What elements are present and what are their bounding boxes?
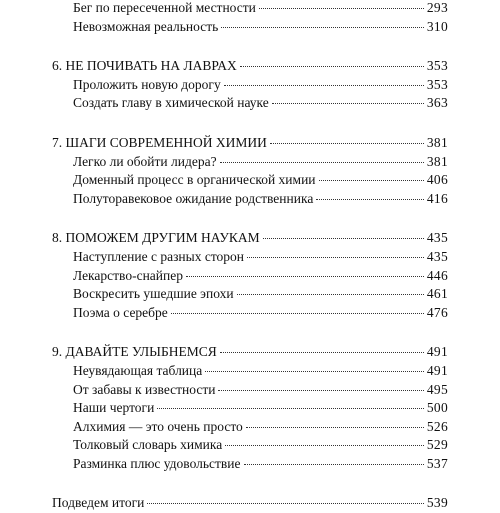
dot-leader — [259, 8, 424, 9]
dot-leader — [224, 85, 424, 86]
toc-chapter-entry — [52, 494, 448, 513]
dot-leader — [263, 238, 424, 239]
dot-leader — [237, 294, 424, 295]
toc-entry-page-number: 353 — [426, 58, 448, 74]
toc-entry-page-number: 529 — [426, 437, 448, 453]
toc-entry-title: Разминка плюс удовольствие — [73, 455, 241, 471]
toc-entry-title: Толковый словарь химика — [73, 437, 223, 453]
toc-chapter-entry — [52, 134, 448, 153]
toc-entry-page-number: 435 — [426, 230, 448, 246]
toc-entry-title: 9. ДАВАЙТЕ УЛЫБНЕМСЯ — [52, 344, 217, 360]
toc-subsection-entry — [52, 267, 448, 286]
dot-leader — [157, 408, 424, 409]
toc-subsection-entry — [52, 381, 448, 400]
toc-entry-title: Проложить новую дорогу — [73, 76, 221, 92]
toc-subsection-entry — [52, 190, 448, 209]
toc-entry-page-number: 537 — [426, 455, 448, 471]
dot-leader — [319, 180, 424, 181]
toc-subsection-entry — [52, 455, 448, 474]
toc-chapter-entry — [52, 343, 448, 362]
toc-subsection-entry — [52, 0, 448, 18]
toc-entry-title: Наши чертоги — [73, 400, 155, 416]
dot-leader — [270, 143, 424, 144]
section-spacer — [52, 322, 448, 343]
toc-entry-page-number: 310 — [426, 18, 448, 34]
toc-entry-title: Алхимия — это очень просто — [73, 418, 243, 434]
toc-entry-title: От забавы к известности — [73, 381, 216, 397]
toc-entry-title: Бег по пересеченной местности — [73, 0, 256, 15]
toc-entry-title: 6. НЕ ПОЧИВАТЬ НА ЛАВРАХ — [52, 58, 237, 74]
toc-entry-title: Неувядающая таблица — [73, 362, 203, 378]
toc-subsection-entry — [52, 18, 448, 37]
dot-leader — [220, 162, 424, 163]
section-spacer — [52, 36, 448, 57]
toc-entry-title: Поэма о серебре — [73, 304, 168, 320]
toc-entry-page-number: 495 — [426, 381, 448, 397]
dot-leader — [240, 66, 424, 67]
toc-entry-title: 8. ПОМОЖЕМ ДРУГИМ НАУКАМ — [52, 230, 260, 246]
toc-subsection-entry — [52, 304, 448, 323]
toc-entry-page-number: 381 — [426, 134, 448, 150]
toc-entry-page-number: 526 — [426, 418, 448, 434]
dot-leader — [205, 371, 424, 372]
dot-leader — [316, 199, 424, 200]
section-spacer — [52, 208, 448, 229]
toc-entry-page-number: 363 — [426, 95, 448, 111]
toc-subsection-entry — [52, 285, 448, 304]
toc-subsection-entry — [52, 76, 448, 95]
toc-entry-page-number: 435 — [426, 248, 448, 264]
toc-entry-title: Создать главу в химической науке — [73, 95, 269, 111]
toc-entry-title: Доменный процесс в органической химии — [73, 172, 316, 188]
toc-entry-page-number: 353 — [426, 76, 448, 92]
toc-subsection-entry — [52, 436, 448, 455]
toc-entry-page-number: 491 — [426, 344, 448, 360]
toc-entry-page-number: 476 — [426, 304, 448, 320]
toc-subsection-entry — [52, 94, 448, 113]
section-spacer — [52, 113, 448, 134]
toc-entry-title: Наступление с разных сторон — [73, 248, 245, 264]
toc-subsection-entry — [52, 399, 448, 418]
toc-entry-page-number: 406 — [426, 172, 448, 188]
dot-leader — [221, 27, 424, 28]
toc-subsection-entry — [52, 418, 448, 437]
dot-leader — [218, 390, 423, 391]
dot-leader — [246, 427, 424, 428]
toc-subsection-entry — [52, 171, 448, 190]
toc-entry-page-number: 539 — [426, 495, 448, 511]
dot-leader — [225, 445, 424, 446]
toc-entry-page-number: 491 — [426, 362, 448, 378]
toc-entry-page-number: 381 — [426, 153, 448, 169]
dot-leader — [247, 257, 424, 258]
dot-leader — [171, 313, 424, 314]
dot-leader — [220, 352, 424, 353]
toc-entry-title: Полуторавековое ожидание родственника — [73, 190, 314, 206]
dot-leader — [272, 103, 424, 104]
toc-entry-title: Подведем итоги — [52, 495, 145, 511]
dot-leader — [244, 464, 424, 465]
dot-leader — [147, 503, 424, 504]
toc-entry-page-number: 500 — [426, 400, 448, 416]
toc-entry-title: Лекарство-снайпер — [73, 267, 183, 283]
table-of-contents — [52, 0, 448, 513]
toc-entry-page-number: 446 — [426, 267, 448, 283]
toc-entry-page-number: 293 — [426, 0, 448, 15]
toc-entry-page-number: 461 — [426, 286, 448, 302]
toc-subsection-entry — [52, 248, 448, 267]
toc-entry-title: Невозможная реальность — [73, 18, 219, 34]
toc-entry-title: Легко ли обойти лидера? — [73, 153, 217, 169]
toc-subsection-entry — [52, 153, 448, 172]
toc-entry-page-number: 416 — [426, 190, 448, 206]
toc-entry-title: Воскресить ушедшие эпохи — [73, 286, 234, 302]
section-spacer — [52, 473, 448, 494]
toc-subsection-entry — [52, 362, 448, 381]
toc-chapter-entry — [52, 229, 448, 248]
toc-chapter-entry — [52, 57, 448, 76]
dot-leader — [186, 276, 424, 277]
toc-entry-title: 7. ШАГИ СОВРЕМЕННОЙ ХИМИИ — [52, 134, 267, 150]
